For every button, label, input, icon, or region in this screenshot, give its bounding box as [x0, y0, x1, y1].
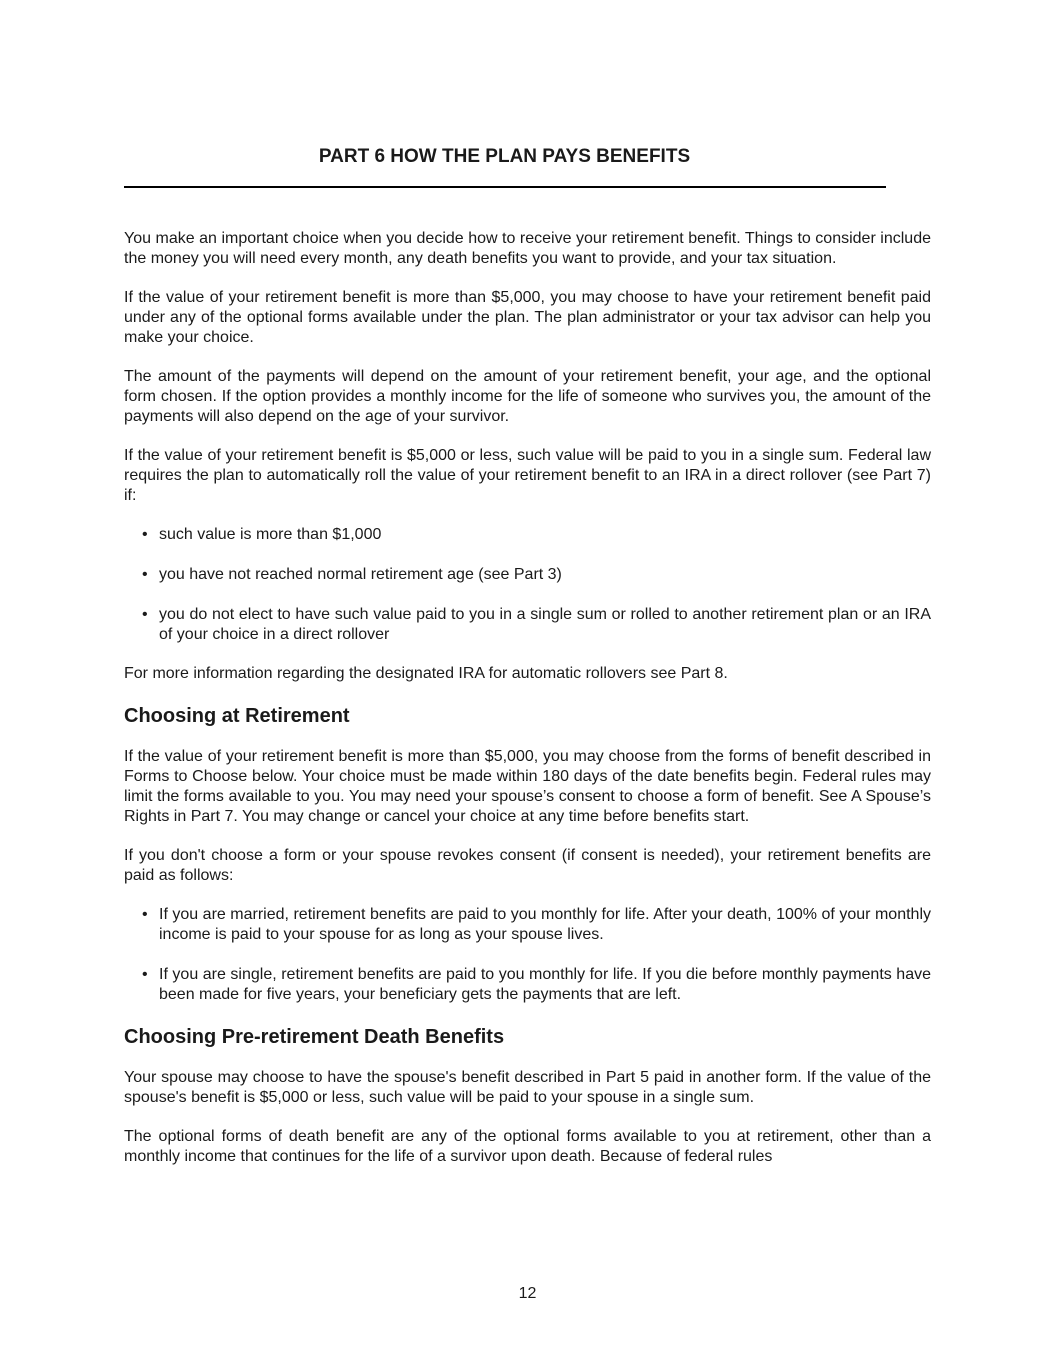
bullet-icon: • [142, 526, 148, 543]
bullet-icon: • [142, 966, 148, 983]
page-number: 12 [518, 1285, 537, 1302]
rollover-note: For more information regarding the designated IRA for automatic rollovers see Part 8. [124, 665, 728, 682]
intro-paragraph-3: The amount of the payments will depend on the amount of your retirement benefit, your age, and the optional form chosen. If the option provides a monthly income for the life of someone who survives you, the amount of the payments will also depend on the age of your survivor. [124, 368, 931, 425]
heading-pre-retirement-death-benefits: Choosing Pre-retirement Death Benefits [124, 1026, 505, 1048]
retirement-paragraph-2: If you don't choose a form or your spouse revokes consent (if consent is needed), your retirement benefits are paid as follows: [124, 847, 931, 884]
list-item-text: If you are married, retirement benefits are paid to you monthly for life. After your death, 100% of your monthly income is paid to your spouse for as long as your spouse lives. [159, 906, 931, 943]
death-paragraph-1: Your spouse may choose to have the spouse's benefit described in Part 5 paid in another form. If the value of the spouse's benefit is $5,000 or less, such value will be paid to your spouse in a single sum. [124, 1069, 931, 1106]
list-item-text: such value is more than $1,000 [159, 526, 382, 543]
death-paragraph-2: The optional forms of death benefit are any of the optional forms available to you at retirement, other than a monthly income that continues for the life of a survivor upon death. Because of federal rules [124, 1128, 931, 1165]
list-item-text: you have not reached normal retirement age (see Part 3) [159, 566, 562, 583]
list-item [124, 605, 931, 645]
page-title: PART 6 HOW THE PLAN PAYS BENEFITS [318, 146, 691, 167]
intro-paragraph-2: If the value of your retirement benefit is more than $5,000, you may choose to have your retirement benefit paid under any of the optional forms available under the plan. The plan administrator or your tax advisor can help you make your choice. [124, 289, 931, 346]
list-item [124, 565, 931, 585]
intro-paragraph-4: If the value of your retirement benefit is $5,000 or less, such value will be paid to you in a single sum. Federal law requires the plan to automatically roll the value of your retirement benefit to an IRA in a direct rollover (see Part 7) if: [124, 447, 931, 504]
rollover-conditions-list [124, 525, 931, 645]
list-item-text: you do not elect to have such value paid to you in a single sum or rolled to another retirement plan or an IRA of your choice in a direct rollover [159, 606, 931, 643]
list-item-text: If you are single, retirement benefits are paid to you monthly for life. If you die before monthly payments have been made for five years, your beneficiary gets the payments that are left. [159, 966, 931, 1003]
bullet-icon: • [142, 606, 148, 623]
list-item [124, 965, 931, 1005]
default-forms-list [124, 905, 931, 1005]
document-body [124, 229, 931, 1186]
list-item [124, 905, 931, 945]
bullet-icon: • [142, 906, 148, 923]
bullet-icon: • [142, 566, 148, 583]
title-rule [124, 186, 886, 188]
list-item [124, 525, 931, 545]
heading-choosing-at-retirement: Choosing at Retirement [124, 705, 350, 727]
retirement-paragraph-1: If the value of your retirement benefit is more than $5,000, you may choose from the forms of benefit described in Forms to Choose below. Your choice must be made within 180 days of the date benefits begin. Federal rules may limit the forms available to you. You may need your spouse’s consent to choose a form of benefit. See A Spouse’s Rights in Part 7. You may change or cancel your choice at any time before benefits start. [124, 748, 931, 825]
intro-paragraph-1: You make an important choice when you decide how to receive your retirement benefit. Things to consider include the money you will need every month, any death benefits you want to provide, and your tax situation. [124, 230, 931, 267]
